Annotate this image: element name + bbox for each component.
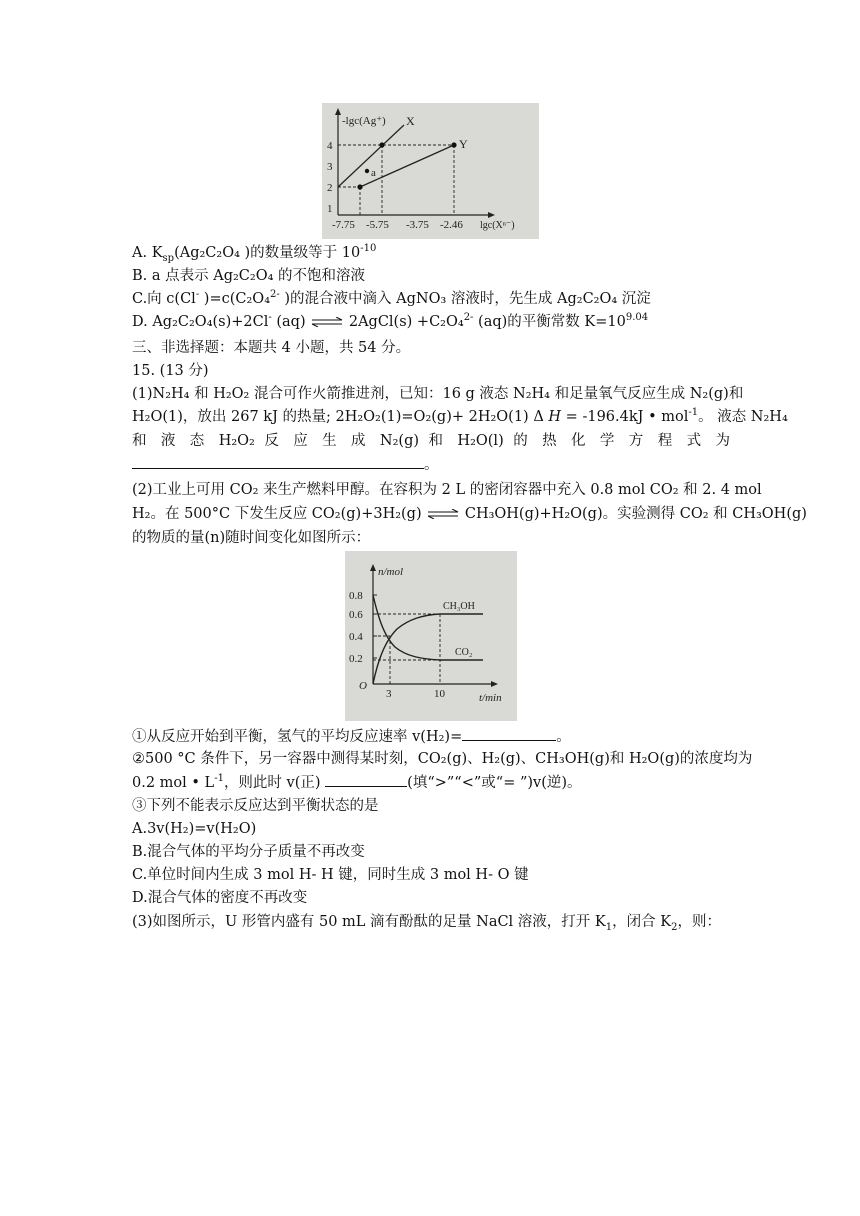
fig1-xtick-2: -5.75 [366,219,389,231]
concentration-time-figure [345,551,517,721]
answer-blank-rate[interactable] [462,725,556,741]
sub-question-1: ①从反应开始到平衡，氢气的平均反应速率 v(H₂)= 。 [132,725,571,748]
fig1-xtick-3: -3.75 [406,219,429,231]
q15-part3: (3)如图所示，U 形管内盛有 50 mL 滴有酚酞的足量 NaCl 溶液，打开 $K_1$，闭合 $K_2$，则： [132,914,721,933]
option-c: C.向 c(Cl- )=c(C₂O₄$^{2-}$ )的混合液中滴入 AgNO₃ 溶液时，先生成 Ag₂C₂O₄ 沉淀 [132,289,651,307]
fig2-ytick-08: 0.8 [349,590,363,602]
fig2-ytick-06: 0.6 [349,609,363,621]
fig1-ytick-1: 1 [327,203,333,215]
fig1-ytick-2: 2 [327,182,333,194]
fig2-y-label: n/mol [378,566,404,578]
option-b: B. a 点表示 Ag₂C₂O₄ 的不饱和溶液 [132,268,366,284]
fig2-series-co2: CO₂ [455,647,473,658]
section-heading: 三、非选择题：本题共 4 小题，共 54 分。 [132,340,411,356]
q15-part1-line2: H₂O(1)，放出 267 kJ 的热量; 2H₂O₂(1)=O₂(g)+ 2H₂O(1) Δ H = -196.4kJ • mol$^{-1}$。 液态 N₂H₄ [132,407,788,425]
answer-blank-equation[interactable] [132,453,424,469]
q15-part1-line3: 和 液 态 H₂O₂ 反 应 生 成 N₂(g) 和 H₂O(l) 的 热 化 学 方 程 式 为 [132,433,730,449]
sub-question-2-line1: ②500 °C 条件下，另一容器中测得某时刻，CO₂(g)、H₂(g)、CH₃OH(g)和 H₂O(g)的浓度均为 [132,751,753,767]
q15-part1-line4: 。 [132,453,439,476]
fig1-ytick-3: 3 [327,161,333,173]
fig2-xtick-3: 3 [386,688,392,700]
fig1-xtick-1: -7.75 [332,219,355,231]
sub-question-2-line2: 0.2 mol • $L^{-1}$，则此时 v(正) (填“>”“<”或“= ”)v(逆)。 [132,771,582,794]
option-d: D. Ag₂C₂O₄(s)+2Cl- (aq) 2AgCl(s) +C₂O₄$^{2-}$ (aq)的平衡常数 $K=10^{9.04}$ [132,312,649,330]
fig1-line-y-label: Y [459,137,468,151]
sub3-option-b: B.混合气体的平均分子质量不再改变 [132,844,365,860]
answer-blank-compare[interactable] [325,771,407,787]
question-15-heading: 15. (13 分) [132,363,209,379]
q15-part2-line1: (2)工业上可用 CO₂ 来生产燃料甲醇。在容积为 2 L 的密闭容器中充入 0.8 mol CO₂ 和 2. 4 mol [132,482,762,498]
q15-part2-line3: 的物质的量(n)随时间变化如图所示： [132,530,371,546]
solubility-figure [322,103,539,239]
fig1-y-label: -lgc(Ag⁺) [342,115,386,127]
fig2-x-label: t/min [479,692,502,704]
q15-part1-line1: (1)N₂H₄ 和 H₂O₂ 混合可作火箭推进剂，已知：16 g 液态 N₂H₄ 和足量氧气反应生成 N₂(g)和 [132,386,744,402]
q15-part2-line2: H₂。在 500°C 下发生反应 CO₂(g)+3H₂(g) CH₃OH(g)+H₂O(g)。实验测得 CO₂ 和 CH₃OH(g) [132,506,807,522]
fig1-xtick-4: -2.46 [440,219,463,231]
fig1-line-x-label: X [406,114,415,128]
option-a: A. $K_{sp}(Ag_2C_2O_4$ )的数量级等于 $10^{-10}$ [132,243,377,264]
sub-question-3: ③下列不能表示反应达到平衡状态的是 [132,798,379,814]
fig2-series-ch3oh: CH₃OH [443,601,475,612]
fig1-ytick-4: 4 [327,140,333,152]
sub3-option-a: A.3v(H₂)=v(H₂O) [132,821,257,837]
fig2-ytick-02: 0.2 [349,653,363,665]
fig2-origin: O [359,680,367,692]
fig2-ytick-04: 0.4 [349,631,363,643]
equilibrium-arrow-icon [310,317,344,327]
fig1-point-label: a [371,167,376,179]
sub3-option-c: C.单位时间内生成 3 mol H- H 键，同时生成 3 mol H- O 键 [132,867,529,883]
sub3-option-d: D.混合气体的密度不再改变 [132,890,308,906]
equilibrium-arrow-icon [426,509,460,519]
fig2-xtick-10: 10 [434,688,445,700]
fig1-x-label: lgc(Xⁿ⁻) [480,220,515,231]
